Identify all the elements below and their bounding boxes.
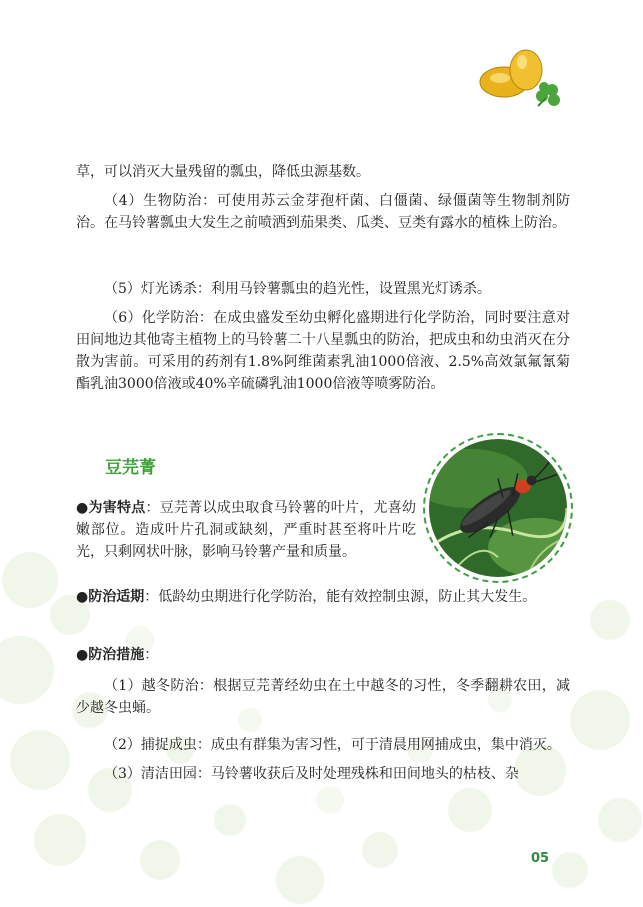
measures-text: ： [144,647,159,663]
measure-overwintering: （1）越冬防治：根据豆芫菁经幼虫在土中越冬的习性，冬季翻耕农田，减少越冬虫蛹。 [76,678,570,716]
measures-label: ●防治措施 [76,647,145,663]
measure-catch-adults: （2）捕捉成虫：成虫有群集为害习性，可于清晨用网捕成虫，集中消灭。 [104,737,561,753]
measure-clean-field: （3）清洁田园：马铃薯收获后及时处理残株和田间地头的枯枝、杂 [104,766,519,782]
beetle-photo-frame [423,433,573,583]
potato-icon [474,46,570,108]
page-number: 05 [531,851,550,866]
harm-text: ：豆芫菁以成虫取食马铃薯的叶片，尤喜幼嫩部位。造成叶片孔洞或缺刻，严重时甚至将叶片吃光，只剩网状叶脉，影响马铃薯产量和质量。 [76,500,417,560]
period-text: ：低龄幼虫期进行化学防治，能有效控制虫源，防止其大发生。 [144,589,537,605]
paragraph-continued: 草，可以消灭大量残留的瓢虫，降低虫源基数。 [76,164,370,180]
period-label: ●防治适期 [76,589,145,605]
control-period [76,586,570,608]
section-title: 豆芫菁 [105,458,156,478]
paragraph-light-trapping: （5）灯光诱杀：利用马铃薯瓢虫的趋光性，设置黑光灯诱杀。 [104,281,491,297]
blister-beetle-photo [429,439,567,577]
harm-characteristics [76,497,416,563]
harm-label: ●为害特点 [76,500,146,516]
control-measures [76,644,570,666]
paragraph-chemical-control: （6）化学防治：在成虫盛发至幼虫孵化盛期进行化学防治，同时要注意对田间地边其他寄主植物上的马铃薯二十八星瓢虫的防治，把成虫和幼虫消灭在分散为害前。可采用的药剂有1.8%阿维菌素乳油1000倍液、2.5%高效氯氟氰菊酯乳油3000倍液或40%辛硫磷乳油1000倍液等喷雾防治。 [76,310,570,392]
paragraph-biological-control: （4）生物防治：可使用苏云金芽孢杆菌、白僵菌、绿僵菌等生物制剂防治。在马铃薯瓢虫大发生之前喷洒到茄果类、瓜类、豆类有露水的植株上防治。 [76,193,570,231]
